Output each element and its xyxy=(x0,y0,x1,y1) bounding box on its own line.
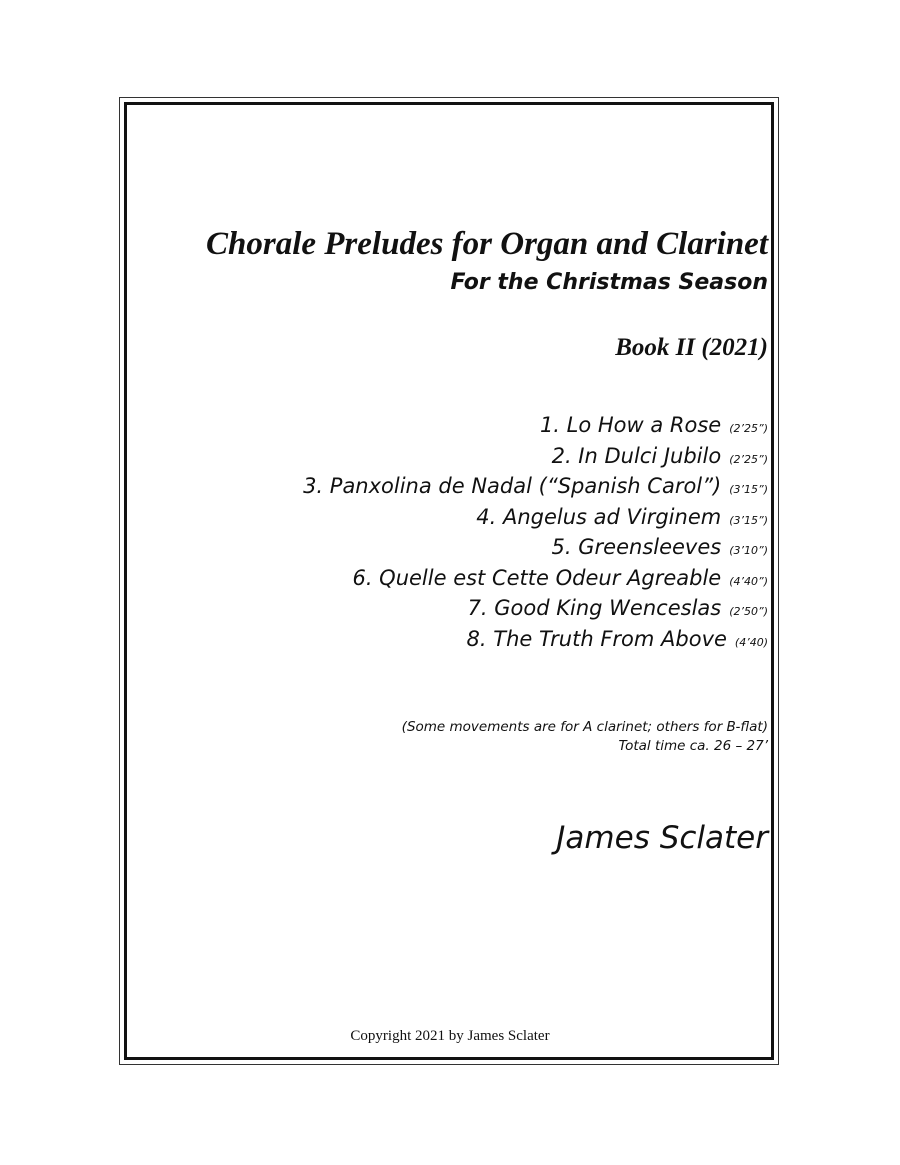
movement-item xyxy=(303,563,768,594)
movement-duration: (2’25”) xyxy=(729,422,768,435)
movement-title: 1. Lo How a Rose xyxy=(539,413,722,437)
book-label: Book II (2021) xyxy=(615,334,768,361)
movement-list xyxy=(303,410,768,654)
instrumentation-note xyxy=(402,718,768,756)
movement-item xyxy=(303,441,768,472)
page-title: Chorale Preludes for Organ and Clarinet xyxy=(206,226,768,262)
movement-duration: (2’25”) xyxy=(729,452,768,466)
movement-duration: (3’15”) xyxy=(729,483,768,496)
total-time-line: Total time ca. 26 – 27’ xyxy=(618,738,768,754)
movement-duration: (3’10”) xyxy=(729,544,768,557)
movement-title: 4. Angelus ad Virginem xyxy=(476,504,722,529)
movement-duration: (4’40”) xyxy=(729,574,768,588)
movement-item xyxy=(303,532,768,563)
movement-item xyxy=(303,502,768,533)
movement-title: 8. The Truth From Above xyxy=(466,626,727,651)
movement-title: 7. Good King Wenceslas xyxy=(467,596,722,620)
movement-duration: (4’40) xyxy=(734,635,768,649)
movement-item xyxy=(303,593,768,624)
movement-item xyxy=(303,410,768,441)
movement-item xyxy=(303,624,768,655)
composer-name: James Sclater xyxy=(556,820,768,856)
copyright-notice: Copyright 2021 by James Sclater xyxy=(350,1028,550,1044)
movement-title: 5. Greensleeves xyxy=(551,535,722,559)
movement-title: 6. Quelle est Cette Odeur Agreable xyxy=(352,565,722,590)
movement-title: 2. In Dulci Jubilo xyxy=(551,443,722,468)
movement-title: 3. Panxolina de Nadal (“Spanish Carol”) xyxy=(303,474,722,498)
page-subtitle: For the Christmas Season xyxy=(450,270,768,295)
instrumentation-note-line: (Some movements are for A clarinet; others for B-flat) xyxy=(401,719,768,735)
movement-item xyxy=(303,471,768,502)
movement-duration: (3’15”) xyxy=(729,513,768,527)
movement-duration: (2’50”) xyxy=(729,605,768,618)
